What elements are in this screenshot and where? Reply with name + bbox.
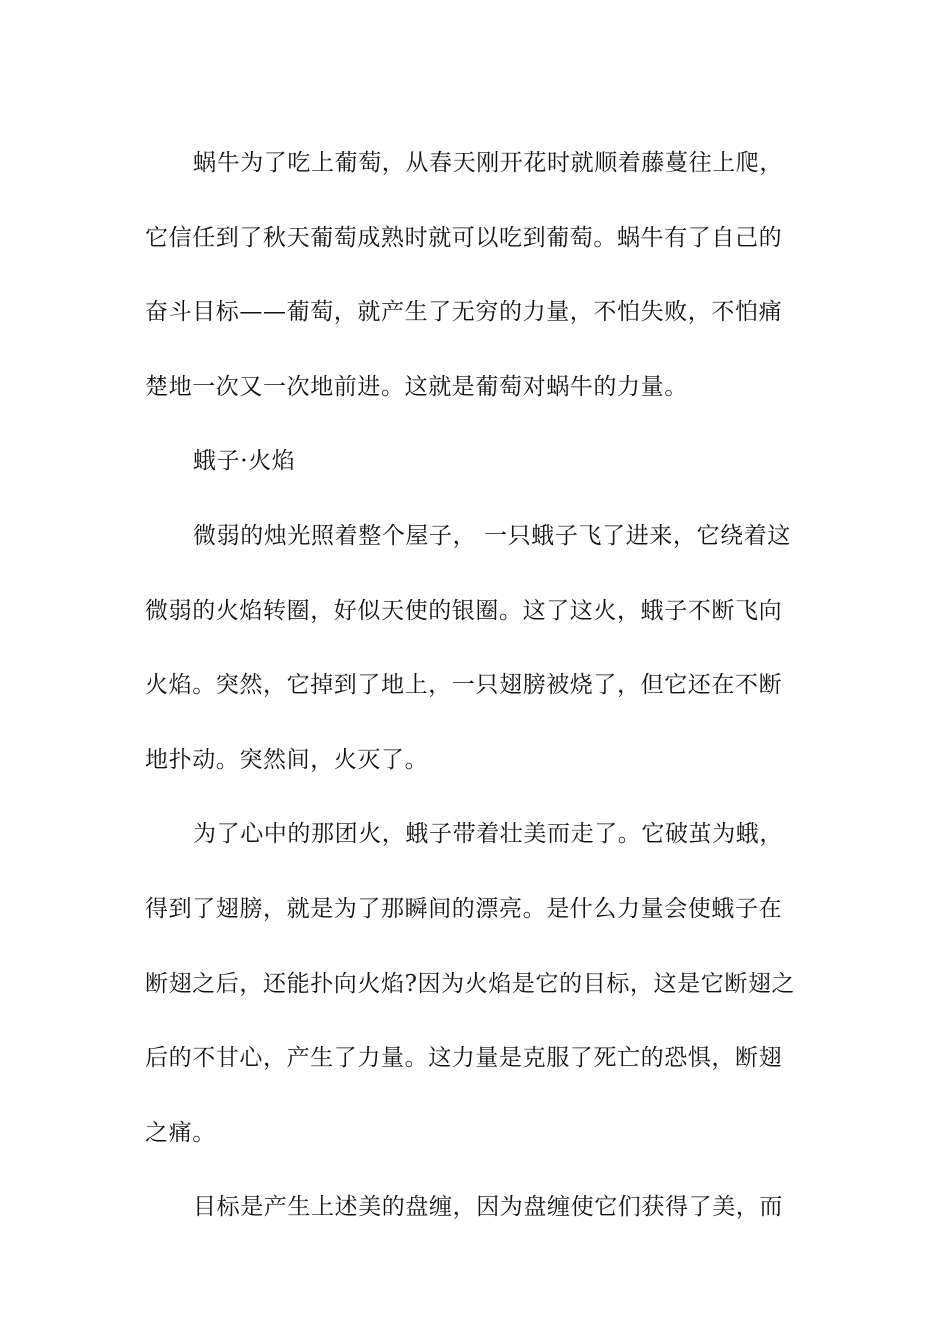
text-line: 楚地一次又一次地前进。这就是葡萄对蜗牛的力量。 (145, 373, 688, 400)
text-line: 得到了翅膀，就是为了那瞬间的漂亮。是什么力量会使蛾子在 (145, 895, 783, 922)
text-line: 蜗牛为了吃上葡萄，从春天刚开花时就顺着藤蔓往上爬， (193, 150, 783, 176)
section-heading: 蛾子·火焰 (193, 448, 296, 475)
text-line: 断翅之后，还能扑向火焰?因为火焰是它的目标，这是它断翅之 (145, 970, 796, 997)
text-line: 它信任到了秋天葡萄成熟时就可以吃到葡萄。蜗牛有了自己的 (145, 224, 783, 251)
text-line: 为了心中的那团火，蛾子带着壮美而走了。它破茧为蛾， (193, 821, 783, 848)
text-line: 奋斗目标——葡萄，就产生了无穷的力量，不怕失败，不怕痛 (145, 299, 783, 326)
text-line: 后的不甘心，产生了力量。这力量是克服了死亡的恐惧，断翅 (145, 1045, 783, 1072)
text-line: 火焰。突然，它掉到了地上，一只翅膀被烧了，但它还在不断 (145, 672, 783, 699)
text-line: 微弱的烛光照着整个屋子， 一只蛾子飞了进来，它绕着这 (193, 522, 791, 549)
text-line: 目标是产生上述美的盘缠，因为盘缠使它们获得了美，而 (193, 1194, 783, 1221)
document-body (145, 126, 809, 1245)
text-line: 地扑动。突然间，火灭了。 (145, 746, 429, 773)
text-line: 微弱的火焰转圈，好似天使的银圈。这了这火，蛾子不断飞向 (145, 597, 783, 624)
text-line: 之痛。 (145, 1119, 216, 1146)
